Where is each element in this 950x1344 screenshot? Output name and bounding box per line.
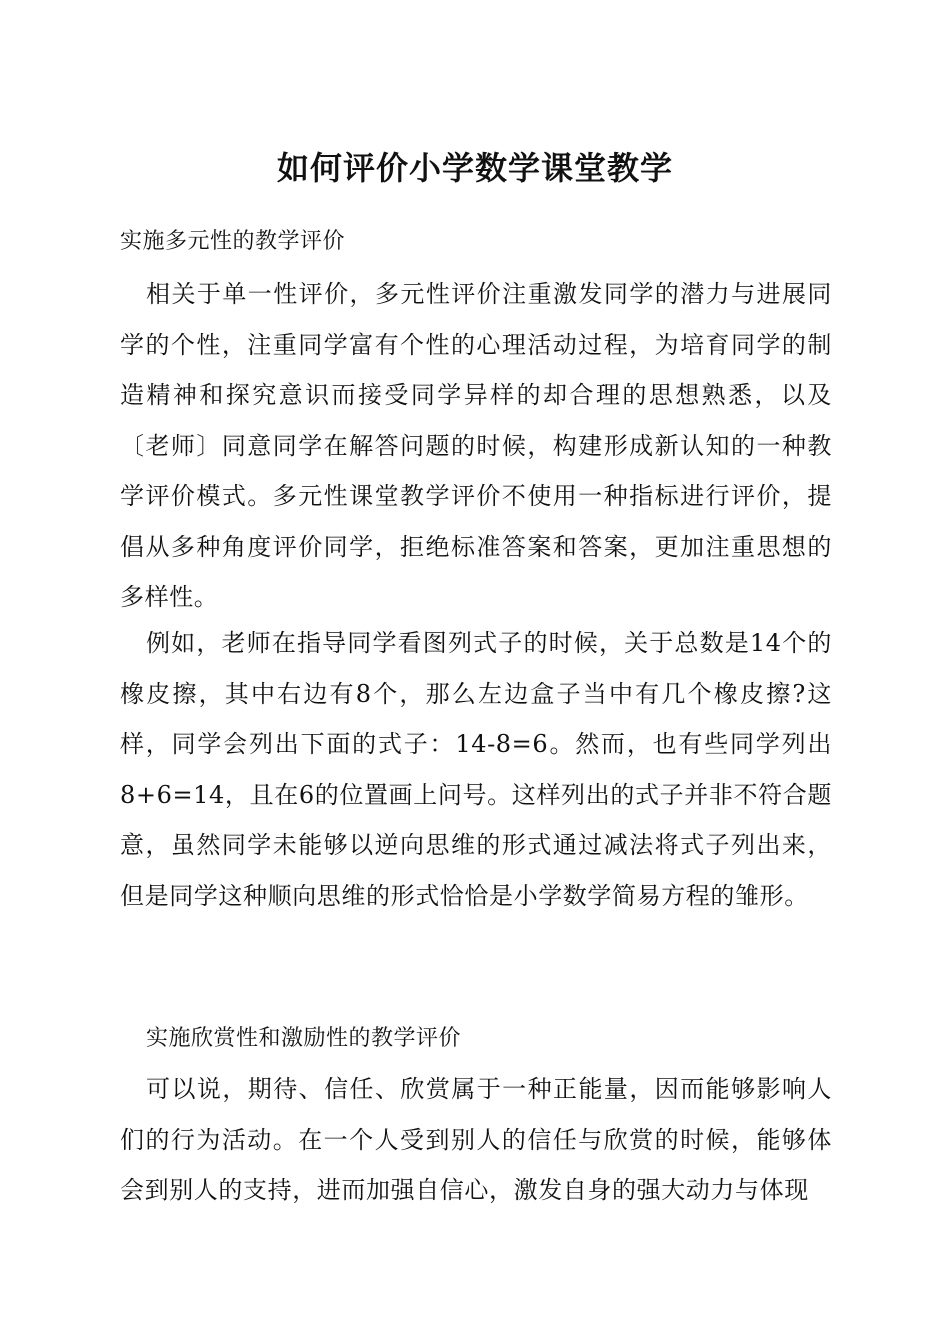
section-heading-multi-evaluation: 实施多元性的教学评价 [120,229,346,254]
section-heading-appreciation-evaluation: 实施欣赏性和激励性的教学评价 [146,1026,462,1051]
document-title: 如何评价小学数学课堂教学 [276,149,673,187]
section-paragraph: 相关于单一性评价，多元性评价注重激发同学的潜力与进展同学的个性，注重同学富有个性的心理活动过程，为培育同学的制造精神和探究意识而接受同学异样的却合理的思想熟悉，以及〔老师〕同意同学在解答问题的时候，构建形成新认知的一种教学评价模式。多元性课堂教学评价不使用一种指标进行评价，提倡从多种角度评价同学，拒绝标准答案和答案，更加注重思想的多样性。 [120,280,832,611]
section-paragraph: 例如，老师在指导同学看图列式子的时候，关于总数是14个的橡皮擦，其中右边有8个，那么左边盒子当中有几个橡皮擦?这样，同学会列出下面的式子：14-8=6。然而，也有些同学列出8+6=14，且在6的位置画上问号。这样列出的式子并非不符合题意，虽然同学未能够以逆向思维的形式通过减法将式子列出来，但是同学这种顺向思维的形式恰恰是小学数学简易方程的雏形。 [120,629,832,910]
section-paragraph: 可以说，期待、信任、欣赏属于一种正能量，因而能够影响人们的行为活动。在一个人受到别人的信任与欣赏的时候，能够体会到别人的支持，进而加强自信心，激发自身的强大动力与体现 [120,1075,832,1204]
